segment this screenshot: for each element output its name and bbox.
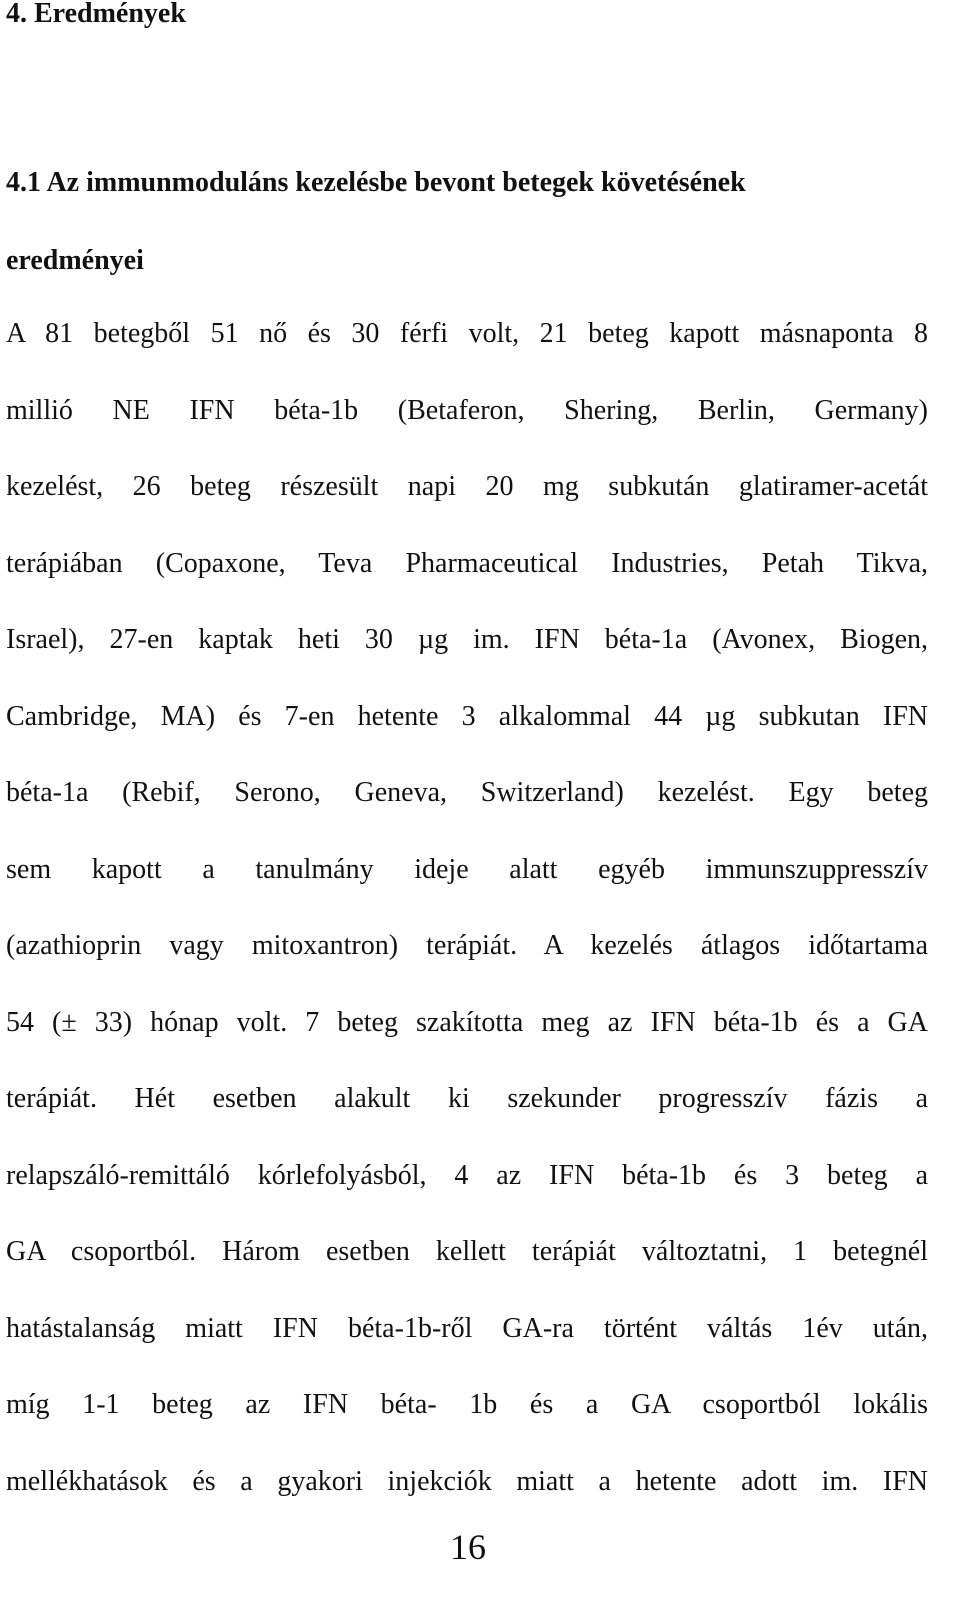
- paragraph-line: millió NE IFN béta-1b (Betaferon, Shering, Berlin, Germany): [6, 394, 928, 426]
- paragraph-line: sem kapott a tanulmány ideje alatt egyéb immunszuppresszív: [6, 853, 928, 885]
- paragraph-line: (azathioprin vagy mitoxantron) terápiát. A kezelés átlagos időtartama: [6, 930, 928, 961]
- chapter-title: 4. Eredmények: [6, 0, 186, 29]
- section-title-line: eredményei: [6, 245, 144, 276]
- paragraph-line: terápiát. Hét esetben alakult ki szekunder progresszív fázis a: [6, 1083, 928, 1114]
- body-paragraph: [6, 296, 928, 1520]
- paragraph-line: kezelést, 26 beteg részesült napi 20 mg subkután glatiramer-acetát: [6, 471, 928, 502]
- paragraph-line: béta-1a (Rebif, Serono, Geneva, Switzerland) kezelést. Egy beteg: [6, 777, 928, 808]
- paragraph-line: relapszáló-remittáló kórlefolyásból, 4 az IFN béta-1b és 3 beteg a: [6, 1159, 928, 1191]
- section-title-line: 4.1 Az immunmoduláns kezelésbe bevont betegek követésének: [6, 167, 746, 198]
- paragraph-line: mellékhatások és a gyakori injekciók miatt a hetente adott im. IFN: [6, 1465, 928, 1497]
- page-number: 16: [450, 1527, 486, 1567]
- paragraph-line: míg 1-1 beteg az IFN béta- 1b és a GA csoportból lokális: [6, 1389, 928, 1420]
- paragraph-line: GA csoportból. Három esetben kellett terápiát változtatni, 1 betegnél: [6, 1236, 928, 1267]
- section-title: [6, 144, 928, 300]
- paragraph-line: terápiában (Copaxone, Teva Pharmaceutical Industries, Petah Tikva,: [6, 547, 928, 579]
- paragraph-line: Israel), 27-en kaptak heti 30 µg im. IFN béta-1a (Avonex, Biogen,: [6, 624, 928, 655]
- paragraph-line: 54 (± 33) hónap volt. 7 beteg szakította meg az IFN béta-1b és a GA: [6, 1006, 928, 1038]
- paragraph-line: hatástalanság miatt IFN béta-1b-ről GA-ra történt váltás 1év után,: [6, 1312, 928, 1344]
- paragraph-line: Cambridge, MA) és 7-en hetente 3 alkalommal 44 µg subkutan IFN: [6, 700, 928, 732]
- paragraph-line: A 81 betegből 51 nő és 30 férfi volt, 21 beteg kapott másnaponta 8: [6, 318, 928, 349]
